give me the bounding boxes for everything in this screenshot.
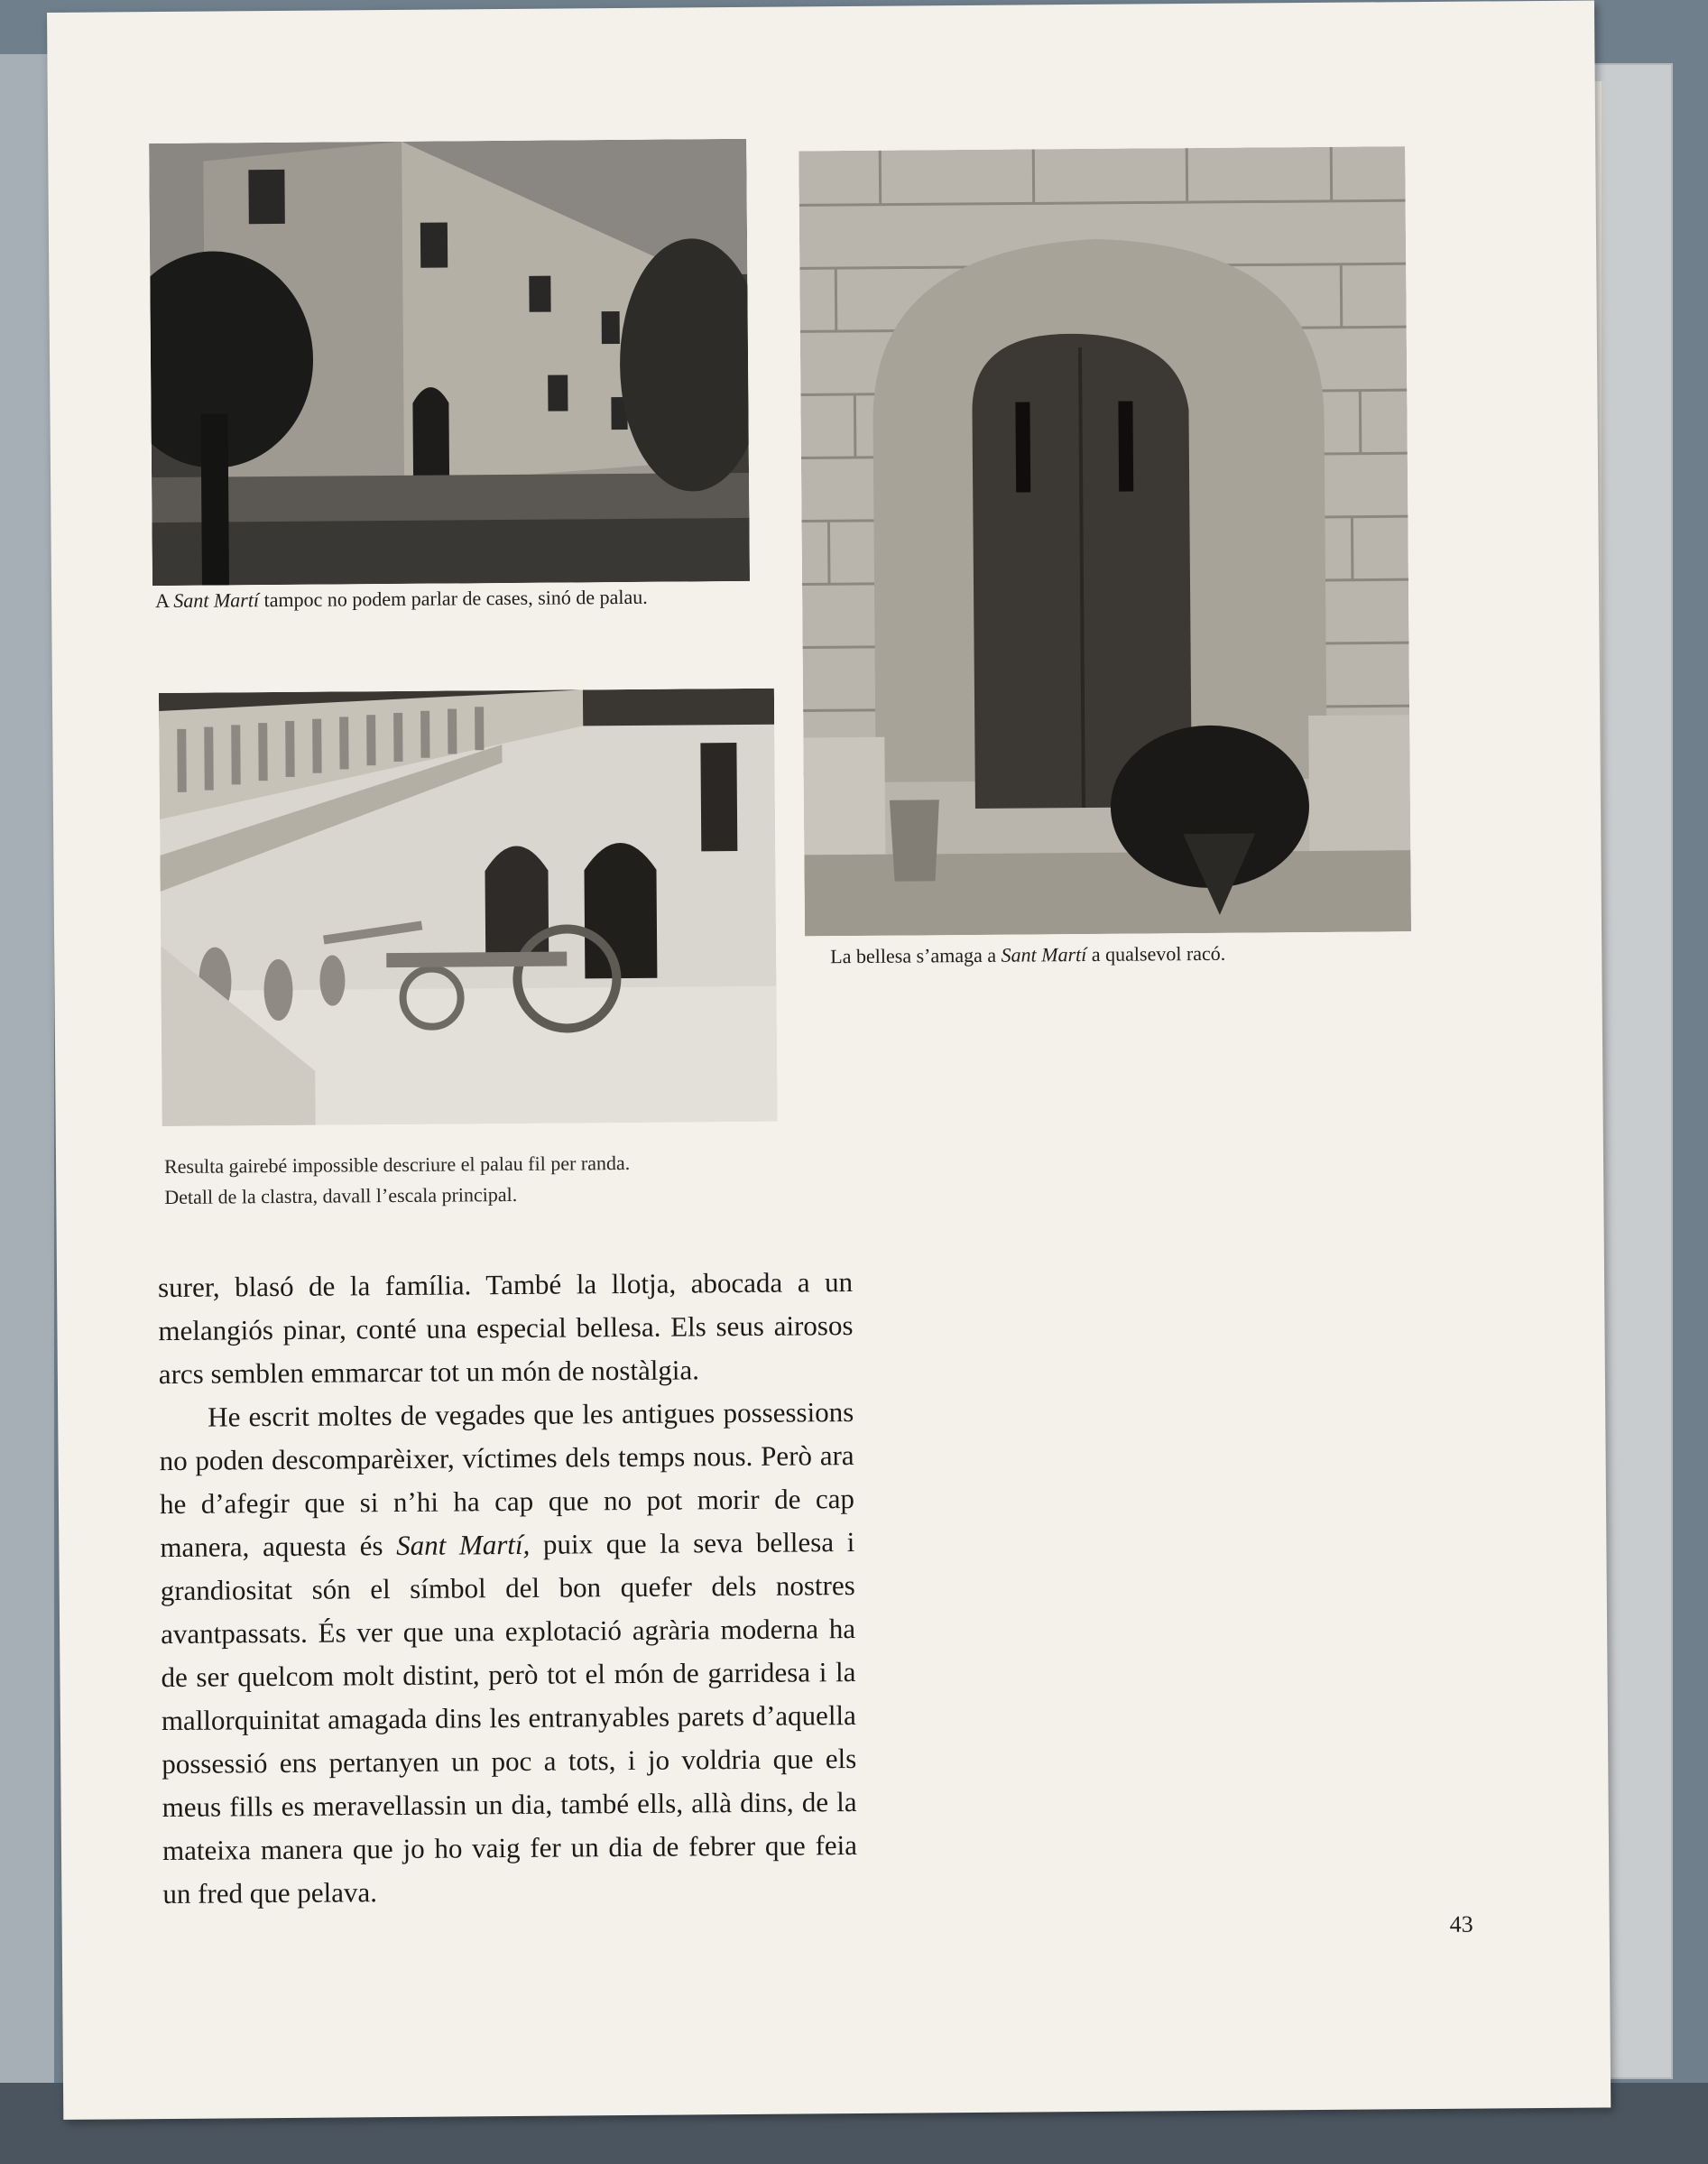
caption-palace-facade: A Sant Martí tampoc no podem parlar de cases, sinó de palau. (155, 585, 648, 613)
photo-palace-facade (149, 139, 750, 586)
photo-courtyard-cart (159, 689, 778, 1126)
caption-arched-door: La bellesa s’amaga a Sant Martí a qualsevol racó. (830, 941, 1226, 968)
body-text (158, 1261, 858, 1916)
paragraph: He escrit moltes de vegades que les antigues possessions no poden descomparèixer, víctimes dels temps nous. Però ara he d’afegir que si n’hi ha cap que no pot morir de cap manera, aquesta és Sant Martí, puix que la seva bellesa i grandiositat són el símbol del bon quefer dels nostres avantpassats. És ver que una explotació agrària moderna ha de ser quelcom molt distint, però tot el món de garridesa i la mallorquinitat amagada dins les entranyables parets d’aquella possessió ens pertanyen un poc a tots, i jo voldria que els meus fills es meravellassin un dia, també ells, allà dins, de la mateixa manera que jo ho vaig fer un dia de febrer que feia un fred que pelava. (159, 1396, 858, 1910)
photo-arched-door (799, 146, 1411, 936)
page-number: 43 (1449, 1910, 1473, 1937)
previous-page-edge (0, 54, 54, 2130)
caption-courtyard-cart: Resulta gairebé impossible descriure el palau fil per randa. Detall de la clastra, davall l’escala principal. (163, 1151, 631, 1209)
paragraph: surer, blasó de la família. També la llotja, abocada a un melangiós pinar, conté una especial bellesa. Els seus airosos arcs semblen emmarcar tot un món de nostàlgia. (157, 1266, 854, 1391)
book-page (47, 1, 1611, 2120)
